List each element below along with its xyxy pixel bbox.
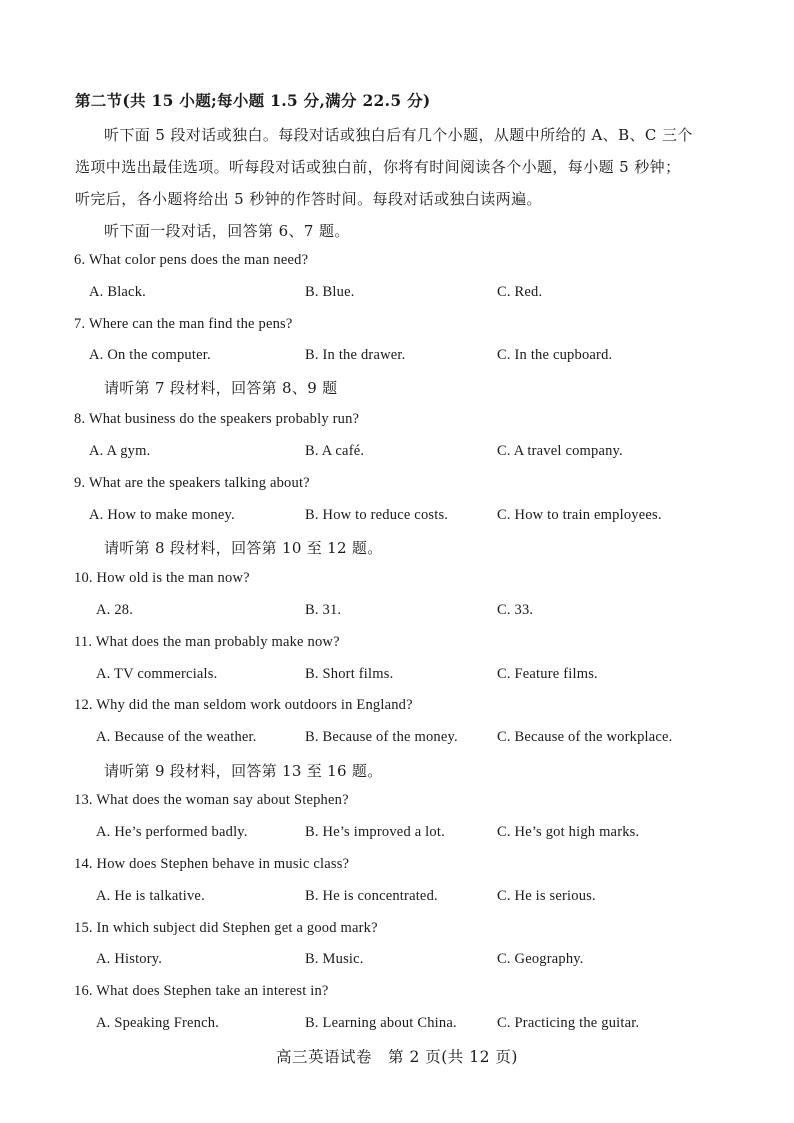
question-stem-15: 15. In which subject did Stephen get a good mark? xyxy=(74,920,378,936)
instruction-line-1: 听下面 5 段对话或独白。每段对话或独白后有几个小题，从题中所给的 A、B、C 三个 xyxy=(104,126,693,144)
option-9c: C. How to train employees. xyxy=(497,507,662,523)
subhead-passage-7: 请听第 7 段材料，回答第 8、9 题 xyxy=(104,379,338,397)
option-12a: A. Because of the weather. xyxy=(96,729,257,745)
option-8b: B. A café. xyxy=(305,443,365,459)
question-stem-8: 8. What business do the speakers probably run? xyxy=(74,411,360,427)
option-14a: A. He is talkative. xyxy=(96,888,205,904)
instruction-line-3: 听完后，各小题将给出 5 秒钟的作答时间。每段对话或独白读两遍。 xyxy=(75,190,542,208)
option-11b: B. Short films. xyxy=(305,666,394,682)
option-14c: C. He is serious. xyxy=(497,888,596,904)
option-15a: A. History. xyxy=(96,951,163,967)
option-14b: B. He is concentrated. xyxy=(305,888,438,904)
question-stem-16: 16. What does Stephen take an interest in? xyxy=(74,983,329,999)
option-10c: C. 33. xyxy=(497,602,534,618)
option-16c: C. Practicing the guitar. xyxy=(497,1015,640,1031)
question-stem-12: 12. Why did the man seldom work outdoors in England? xyxy=(74,697,413,713)
option-8c: C. A travel company. xyxy=(497,443,623,459)
instruction-line-4: 听下面一段对话，回答第 6、7 题。 xyxy=(104,222,350,240)
option-12c: C. Because of the workplace. xyxy=(497,729,673,745)
option-7a: A. On the computer. xyxy=(89,347,211,363)
page-footer: 高三英语试卷 第 2 页(共 12 页) xyxy=(276,1048,518,1066)
option-13b: B. He’s improved a lot. xyxy=(305,824,445,840)
option-10b: B. 31. xyxy=(305,602,342,618)
question-stem-14: 14. How does Stephen behave in music class? xyxy=(74,856,350,872)
question-stem-7: 7. Where can the man find the pens? xyxy=(74,316,293,332)
question-stem-9: 9. What are the speakers talking about? xyxy=(74,475,310,491)
option-9a: A. How to make money. xyxy=(89,507,235,523)
section-title: 第二节(共 15 小题;每小题 1.5 分,满分 22.5 分) xyxy=(75,91,431,110)
option-10a: A. 28. xyxy=(96,602,134,618)
option-16b: B. Learning about China. xyxy=(305,1015,457,1031)
option-15c: C. Geography. xyxy=(497,951,584,967)
subhead-passage-9: 请听第 9 段材料，回答第 13 至 16 题。 xyxy=(104,762,383,780)
option-15b: B. Music. xyxy=(305,951,364,967)
option-7b: B. In the drawer. xyxy=(305,347,406,363)
option-11a: A. TV commercials. xyxy=(96,666,218,682)
option-16a: A. Speaking French. xyxy=(96,1015,220,1031)
option-12b: B. Because of the money. xyxy=(305,729,458,745)
option-8a: A. A gym. xyxy=(89,443,151,459)
subhead-passage-8: 请听第 8 段材料，回答第 10 至 12 题。 xyxy=(104,539,383,557)
question-stem-10: 10. How old is the man now? xyxy=(74,570,250,586)
option-6c: C. Red. xyxy=(497,284,543,300)
option-9b: B. How to reduce costs. xyxy=(305,507,449,523)
option-6b: B. Blue. xyxy=(305,284,355,300)
question-stem-13: 13. What does the woman say about Stephen? xyxy=(74,792,349,808)
option-13c: C. He’s got high marks. xyxy=(497,824,640,840)
option-6a: A. Black. xyxy=(89,284,146,300)
instruction-line-2: 选项中选出最佳选项。听每段对话或独白前，你将有时间阅读各个小题，每小题 5 秒钟； xyxy=(75,158,681,176)
option-13a: A. He’s performed badly. xyxy=(96,824,248,840)
question-stem-6: 6. What color pens does the man need? xyxy=(74,252,309,268)
option-7c: C. In the cupboard. xyxy=(497,347,613,363)
option-11c: C. Feature films. xyxy=(497,666,598,682)
question-stem-11: 11. What does the man probably make now? xyxy=(74,634,340,650)
